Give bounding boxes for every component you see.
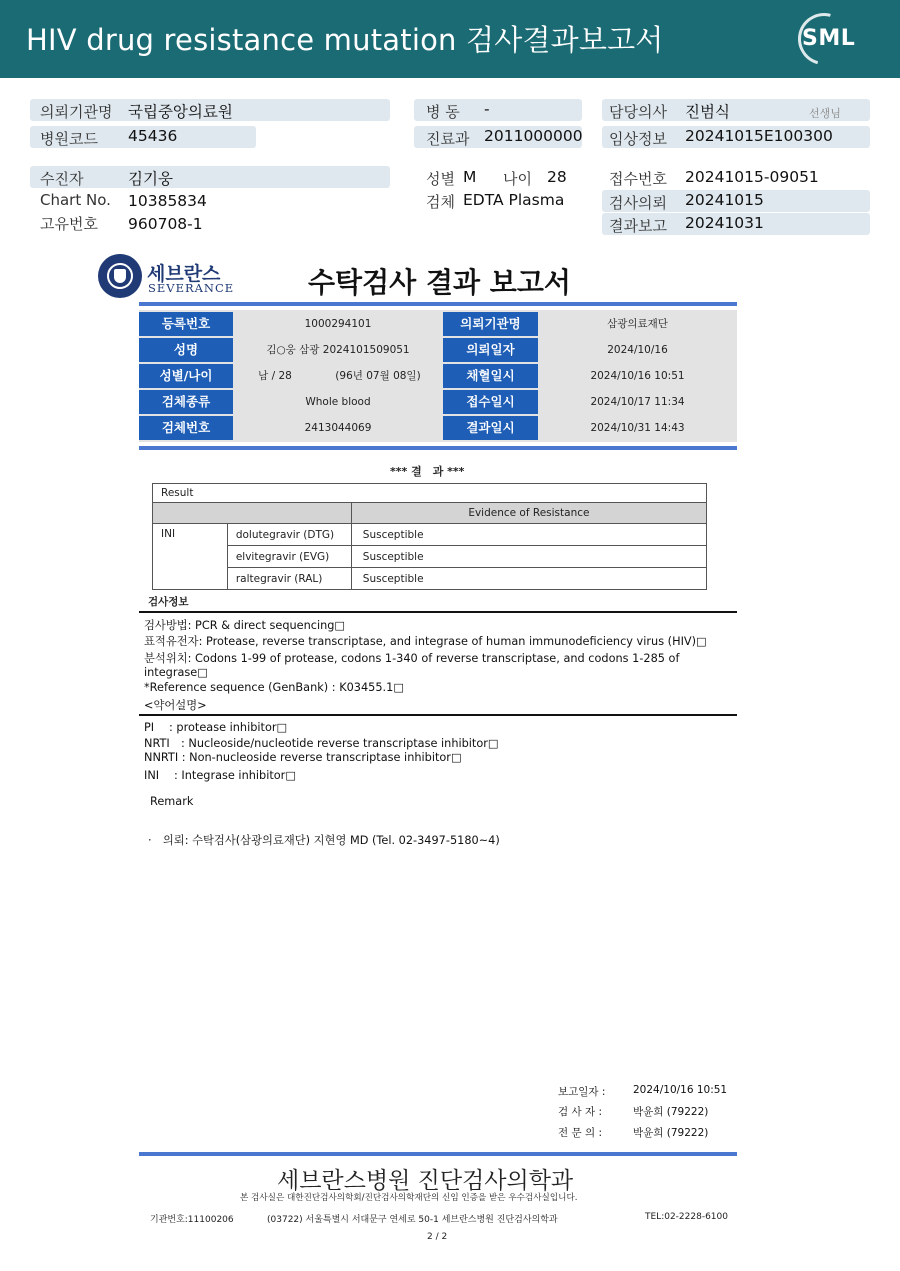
doctor-label: 담당의사 — [609, 103, 667, 121]
report-title: 수탁검사 결과 보고서 — [308, 266, 571, 299]
institution-value: 삼광의료재단 — [607, 318, 668, 330]
specimen-type-label: 검체종류 — [139, 390, 233, 414]
abbrev-heading: <약어설명> — [144, 699, 207, 712]
drug-name: elvitegravir (EVG) — [227, 546, 351, 568]
test-request-label: 검사의뢰 — [609, 194, 667, 212]
analysis-region: 분석위치: Codons 1-99 of protease, codons 1-340 of reverse transcriptase, and codons 1-285 of — [144, 652, 680, 665]
abbrev-pi: PI : protease inhibitor□ — [144, 721, 288, 734]
hospital-code-value: 45436 — [128, 127, 178, 145]
patient-name-label: 수진자 — [40, 170, 84, 188]
patient-name-value: 김기웅 — [128, 170, 173, 188]
age-value: 28 — [547, 168, 567, 186]
result-table-title: Result — [153, 484, 707, 503]
footer-tel: TEL:02-2228-6100 — [645, 1212, 728, 1222]
table-row — [153, 524, 707, 546]
collect-time-value: 2024/10/16 10:51 — [590, 370, 685, 382]
report-date-value: 2024/10/16 10:51 — [633, 1084, 728, 1096]
result-table-blank-header — [153, 503, 352, 524]
request-date-value: 2024/10/16 — [607, 344, 668, 356]
test-info-divider — [139, 611, 737, 613]
table-row — [153, 546, 707, 568]
request-date-label: 의뢰일자 — [443, 338, 538, 362]
severance-brand-en: SEVERANCE — [148, 281, 235, 295]
drug-class: INI — [153, 524, 228, 590]
remark-text: · 의뢰: 수탁검사(삼광의료재단) 지현영 MD (Tel. 02-3497-5180~4) — [148, 834, 500, 847]
ward-value: - — [484, 100, 490, 118]
chart-no-label: Chart No. — [40, 191, 111, 209]
specimen-value: EDTA Plasma — [463, 191, 565, 209]
result-table — [152, 483, 707, 590]
name-label: 성명 — [139, 338, 233, 362]
reference-sequence: *Reference sequence (GenBank) : K03455.1□ — [144, 681, 404, 694]
chart-no-value: 10385834 — [128, 192, 207, 210]
hospital-code-label: 병원코드 — [40, 130, 98, 148]
top-divider — [139, 302, 737, 306]
collect-time-label: 채혈일시 — [443, 364, 538, 388]
department-label: 진료과 — [426, 130, 470, 148]
clinical-label: 임상정보 — [609, 130, 667, 148]
test-info-heading: 검사정보 — [148, 596, 189, 608]
specimen-no-label: 검체번호 — [139, 416, 233, 440]
abbrev-nrti: NRTI : Nucleoside/nucleotide reverse transcriptase inhibitor□ — [144, 737, 499, 750]
reg-no-value: 1000294101 — [304, 318, 372, 330]
abbrev-nnrti: NNRTI : Non-nucleoside reverse transcriptase inhibitor□ — [144, 751, 462, 764]
report-info-grid — [139, 310, 737, 442]
institution-value: 국립중앙의료원 — [128, 103, 233, 121]
specimen-no-value: 2413044069 — [304, 422, 372, 434]
page-number: 2 / 2 — [427, 1232, 448, 1242]
severance-brand-ko: 세브란스 — [147, 263, 221, 285]
test-request-value: 20241015 — [685, 191, 764, 209]
result-time-value: 2024/10/31 14:43 — [590, 422, 685, 434]
logo-text: SML — [802, 26, 856, 51]
department-value: 2011000000 — [484, 127, 583, 145]
result-heading: *** 결 과 *** — [390, 465, 465, 478]
evidence-value: Susceptible — [351, 546, 706, 568]
table-row — [153, 568, 707, 590]
abbrev-ini: INI : Integrase inhibitor□ — [144, 769, 297, 782]
result-report-label: 결과보고 — [609, 217, 667, 235]
remark-label: Remark — [150, 795, 194, 808]
result-time-label: 결과일시 — [443, 416, 538, 440]
doctor-suffix: 선생님 — [809, 107, 841, 120]
footer-divider — [139, 1152, 737, 1156]
unique-no-label: 고유번호 — [40, 215, 98, 233]
patient-name-field — [30, 166, 390, 188]
name-value: 김○웅 삼광 2024101509051 — [266, 344, 410, 356]
footer-cert: 본 검사실은 대한진단검사의학회/진단검사의학재단의 신임 인증을 받은 우수검사실입니다. — [240, 1193, 578, 1203]
specimen-label: 검체 — [426, 193, 455, 211]
sml-logo — [796, 13, 854, 65]
drug-name: raltegravir (RAL) — [227, 568, 351, 590]
institution-label: 의뢰기관명 — [40, 103, 113, 121]
header-bar — [0, 0, 900, 78]
specialist-label: 전 문 의 : — [558, 1127, 602, 1139]
reg-no-label: 등록번호 — [139, 312, 233, 336]
receipt-time-value: 2024/10/17 11:34 — [590, 396, 685, 408]
footer-address: (03722) 서울특별시 서대문구 연세로 50-1 세브란스병원 진단검사의학과 — [267, 1215, 558, 1225]
institution-label: 의뢰기관명 — [443, 312, 538, 336]
result-report-value: 20241031 — [685, 214, 764, 232]
sex-age-label: 성별/나이 — [139, 364, 233, 388]
specialist-value: 박윤희 (79222) — [633, 1127, 709, 1139]
grid-bottom-divider — [139, 446, 737, 450]
tester-value: 박윤희 (79222) — [633, 1106, 709, 1118]
evidence-value: Susceptible — [351, 524, 706, 546]
severance-emblem-icon — [98, 254, 142, 298]
receipt-time-label: 접수일시 — [443, 390, 538, 414]
target-gene: 표적유전자: Protease, reverse transcriptase, and integrase of human immunodeficiency virus (HIV)□ — [144, 635, 707, 648]
tester-label: 검 사 자 : — [558, 1106, 602, 1118]
footer-org: 세브란스병원 진단검사의학과 — [277, 1168, 574, 1194]
sex-label: 성별 — [426, 170, 455, 188]
specimen-type-value: Whole blood — [305, 396, 371, 408]
abbrev-divider — [139, 714, 737, 716]
analysis-region-cont: integrase□ — [144, 666, 208, 679]
evidence-header: Evidence of Resistance — [351, 503, 706, 524]
test-method: 검사방법: PCR & direct sequencing□ — [144, 619, 346, 632]
sex-value: M — [463, 168, 477, 186]
evidence-value: Susceptible — [351, 568, 706, 590]
unique-no-value: 960708-1 — [128, 215, 203, 233]
footer-inst-code: 기관번호:11100206 — [150, 1215, 234, 1225]
page-title: HIV drug resistance mutation 검사결과보고서 — [26, 23, 664, 57]
doctor-value: 진범식 — [685, 103, 730, 121]
ward-label: 병 동 — [426, 103, 460, 121]
birth-value: (96년 07월 08일) — [335, 370, 421, 382]
receipt-no-label: 접수번호 — [609, 170, 667, 188]
clinical-value: 20241015E100300 — [685, 127, 833, 145]
age-label: 나이 — [503, 170, 532, 188]
sex-age-value: 남 / 28 — [258, 370, 292, 382]
receipt-no-value: 20241015-09051 — [685, 168, 819, 186]
drug-name: dolutegravir (DTG) — [227, 524, 351, 546]
report-date-label: 보고일자 : — [558, 1086, 606, 1098]
